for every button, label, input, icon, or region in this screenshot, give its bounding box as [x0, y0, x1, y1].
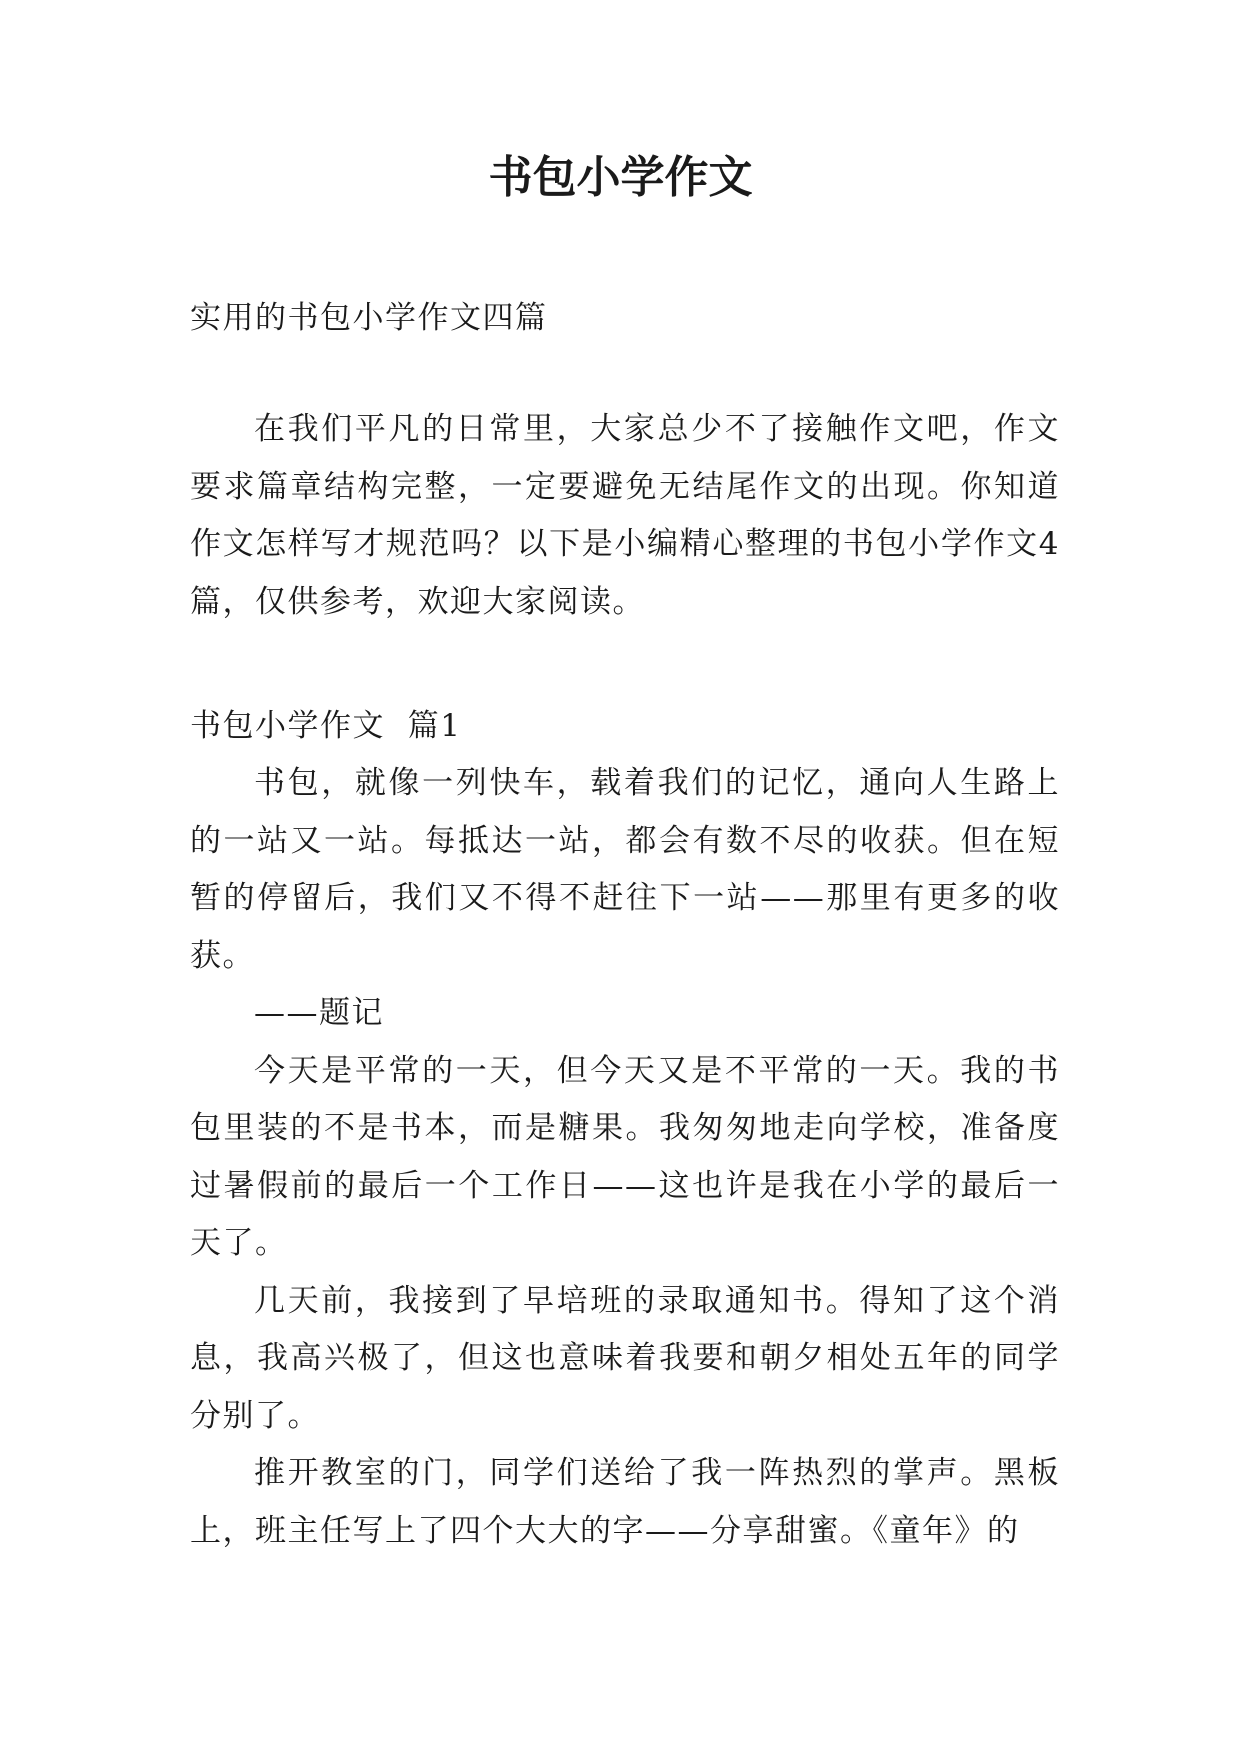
- epigraph-attribution: ——题记: [254, 995, 384, 1031]
- body-paragraph: 推开教室的门，同学们送给了我一阵热烈的掌声。黑板上，班主任写上了四个大大的字——分享甜蜜。《童年》的: [190, 1455, 1060, 1549]
- essay-body: [190, 755, 1060, 1560]
- body-paragraph: 书包，就像一列快车，载着我们的记忆，通向人生路上的一站又一站。每抵达一站，都会有数不尽的收获。但在短暂的停留后，我们又不得不赶往下一站——那里有更多的收获。: [190, 765, 1060, 974]
- body-paragraph: 今天是平常的一天，但今天又是不平常的一天。我的书包里装的不是书本，而是糖果。我匆匆地走向学校，准备度过暑假前的最后一个工作日——这也许是我在小学的最后一天了。: [190, 1052, 1060, 1261]
- intro-paragraph: 在我们平凡的日常里，大家总少不了接触作文吧，作文要求篇章结构完整，一定要避免无结尾作文的出现。你知道作文怎样写才规范吗？以下是小编精心整理的书包小学作文4篇，仅供参考，欢迎大家阅读。: [190, 411, 1060, 620]
- body-paragraph: 几天前，我接到了早培班的录取通知书。得知了这个消息，我高兴极了，但这也意味着我要和朝夕相处五年的同学分别了。: [190, 1282, 1060, 1434]
- document-title: 书包小学作文: [488, 152, 753, 203]
- document-subtitle: 实用的书包小学作文四篇: [190, 300, 548, 336]
- section-heading: 书包小学作文 篇1: [190, 708, 462, 744]
